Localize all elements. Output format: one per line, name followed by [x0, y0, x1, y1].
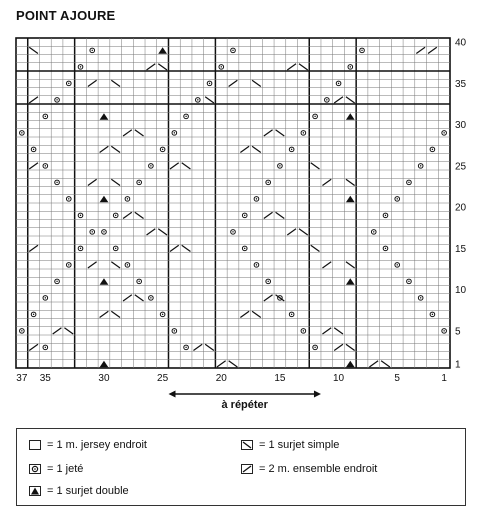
column-number-label: 37: [16, 373, 28, 384]
yarn-over-dot: [232, 50, 233, 51]
yarn-over-dot: [185, 347, 186, 348]
yarn-over-dot: [256, 264, 257, 265]
row-number-label: 25: [455, 161, 467, 173]
yarn-over-dot: [314, 347, 315, 348]
yarn-over-dot: [127, 264, 128, 265]
yarn-over-dot: [256, 198, 257, 199]
yarn-over-dot: [338, 83, 339, 84]
yarn-over-dot: [221, 66, 222, 67]
yarn-over-dot: [127, 198, 128, 199]
column-number-label: 35: [39, 373, 51, 384]
yarn-over-dot: [432, 314, 433, 315]
column-number-label: 1: [441, 373, 447, 384]
yarn-over-dot: [350, 66, 351, 67]
chart-grid: [16, 38, 450, 368]
row-number-label: 10: [455, 285, 467, 297]
yarn-over-dot: [420, 297, 421, 298]
legend: [16, 428, 466, 506]
yarn-over-dot: [56, 99, 57, 100]
column-number-label: 20: [215, 373, 227, 384]
yarn-over-dot: [56, 182, 57, 183]
legend-item-jete: [29, 463, 83, 475]
yarn-over-dot: [115, 215, 116, 216]
yarn-over-dot: [33, 314, 34, 315]
yarn-over-dot: [103, 231, 104, 232]
yarn-over-dot: [279, 165, 280, 166]
yarn-over-dot: [232, 231, 233, 232]
legend-jersey-label: = 1 m. jersey endroit: [47, 439, 147, 451]
repeat-arrow-head-right: [314, 391, 321, 398]
yarn-over-dot: [408, 281, 409, 282]
empty-square-icon: [29, 440, 41, 450]
yarn-over-dot: [291, 149, 292, 150]
legend-surjet-simple-label: = 1 surjet simple: [259, 439, 340, 451]
yarn-over-dot: [68, 264, 69, 265]
yarn-over-dot: [408, 182, 409, 183]
yarn-over-dot: [80, 248, 81, 249]
row-number-label: 20: [455, 202, 467, 214]
yarn-over-dot: [80, 66, 81, 67]
yarn-over-dot: [21, 330, 22, 331]
yarn-over-dot: [397, 198, 398, 199]
yarn-over-dot: [138, 281, 139, 282]
yarn-over-dot: [80, 215, 81, 216]
yarn-over-dot: [115, 248, 116, 249]
yarn-over-dot: [162, 149, 163, 150]
yarn-over-dot: [244, 215, 245, 216]
repeat-label: à répéter: [221, 399, 268, 411]
row-number-label: 30: [455, 120, 467, 132]
yarn-over-dot: [21, 132, 22, 133]
yarn-over-dot: [92, 231, 93, 232]
column-number-label: 15: [274, 373, 286, 384]
yarn-over-dot: [244, 248, 245, 249]
yarn-over-dot: [303, 132, 304, 133]
yarn-over-dot: [385, 248, 386, 249]
yarn-over-dot: [174, 330, 175, 331]
legend-surjet-double-label: = 1 surjet double: [47, 485, 129, 497]
yarn-over-dot: [314, 116, 315, 117]
yarn-over-dot: [45, 297, 46, 298]
yarn-over-dot: [443, 330, 444, 331]
yarn-over-dot: [420, 165, 421, 166]
row-number-label: 15: [455, 243, 467, 255]
yarn-over-dot: [197, 99, 198, 100]
yarn-over-dot: [291, 314, 292, 315]
yarn-over-dot: [150, 297, 151, 298]
yarn-over-dot: [150, 165, 151, 166]
yarn-over-dot: [68, 83, 69, 84]
legend-item-ensemble: [241, 463, 377, 475]
yarn-over-dot: [174, 132, 175, 133]
yarn-over-circle-icon: [29, 464, 41, 474]
yarn-over-dot: [68, 198, 69, 199]
yarn-over-dot: [432, 149, 433, 150]
yarn-over-dot: [397, 264, 398, 265]
column-number-label: 5: [394, 373, 400, 384]
row-number-label: 5: [455, 326, 461, 338]
legend-jete-label: = 1 jeté: [47, 463, 84, 475]
row-number-label: 35: [455, 78, 467, 90]
yarn-over-dot: [373, 231, 374, 232]
yarn-over-dot: [443, 132, 444, 133]
slash-icon: [241, 464, 253, 474]
yarn-over-dot: [138, 182, 139, 183]
column-number-label: 30: [98, 373, 110, 384]
yarn-over-dot: [56, 281, 57, 282]
yarn-over-dot: [33, 149, 34, 150]
legend-item-surjet-double: [29, 485, 129, 497]
repeat-arrow-head-left: [168, 391, 175, 398]
repeat-indicator: [168, 391, 320, 412]
yarn-over-dot: [45, 116, 46, 117]
yarn-over-dot: [92, 50, 93, 51]
row-number-label: 1: [455, 359, 461, 371]
yarn-over-dot: [267, 281, 268, 282]
triangle-icon: [29, 486, 41, 496]
backslash-icon: [241, 440, 253, 450]
column-number-label: 10: [333, 373, 345, 384]
row-number-label: 40: [455, 37, 467, 49]
legend-ensemble-label: = 2 m. ensemble endroit: [259, 463, 378, 475]
yarn-over-dot: [45, 347, 46, 348]
column-number-label: 25: [157, 373, 169, 384]
yarn-over-dot: [361, 50, 362, 51]
yarn-over-dot: [267, 182, 268, 183]
yarn-over-dot: [303, 330, 304, 331]
yarn-over-dot: [45, 165, 46, 166]
yarn-over-dot: [326, 99, 327, 100]
page-title: POINT AJOURE: [16, 8, 116, 23]
yarn-over-dot: [162, 314, 163, 315]
yarn-over-dot: [385, 215, 386, 216]
yarn-over-dot: [185, 116, 186, 117]
legend-item-jersey: [29, 439, 147, 451]
legend-item-surjet-simple: [241, 439, 339, 451]
yarn-over-dot: [209, 83, 210, 84]
